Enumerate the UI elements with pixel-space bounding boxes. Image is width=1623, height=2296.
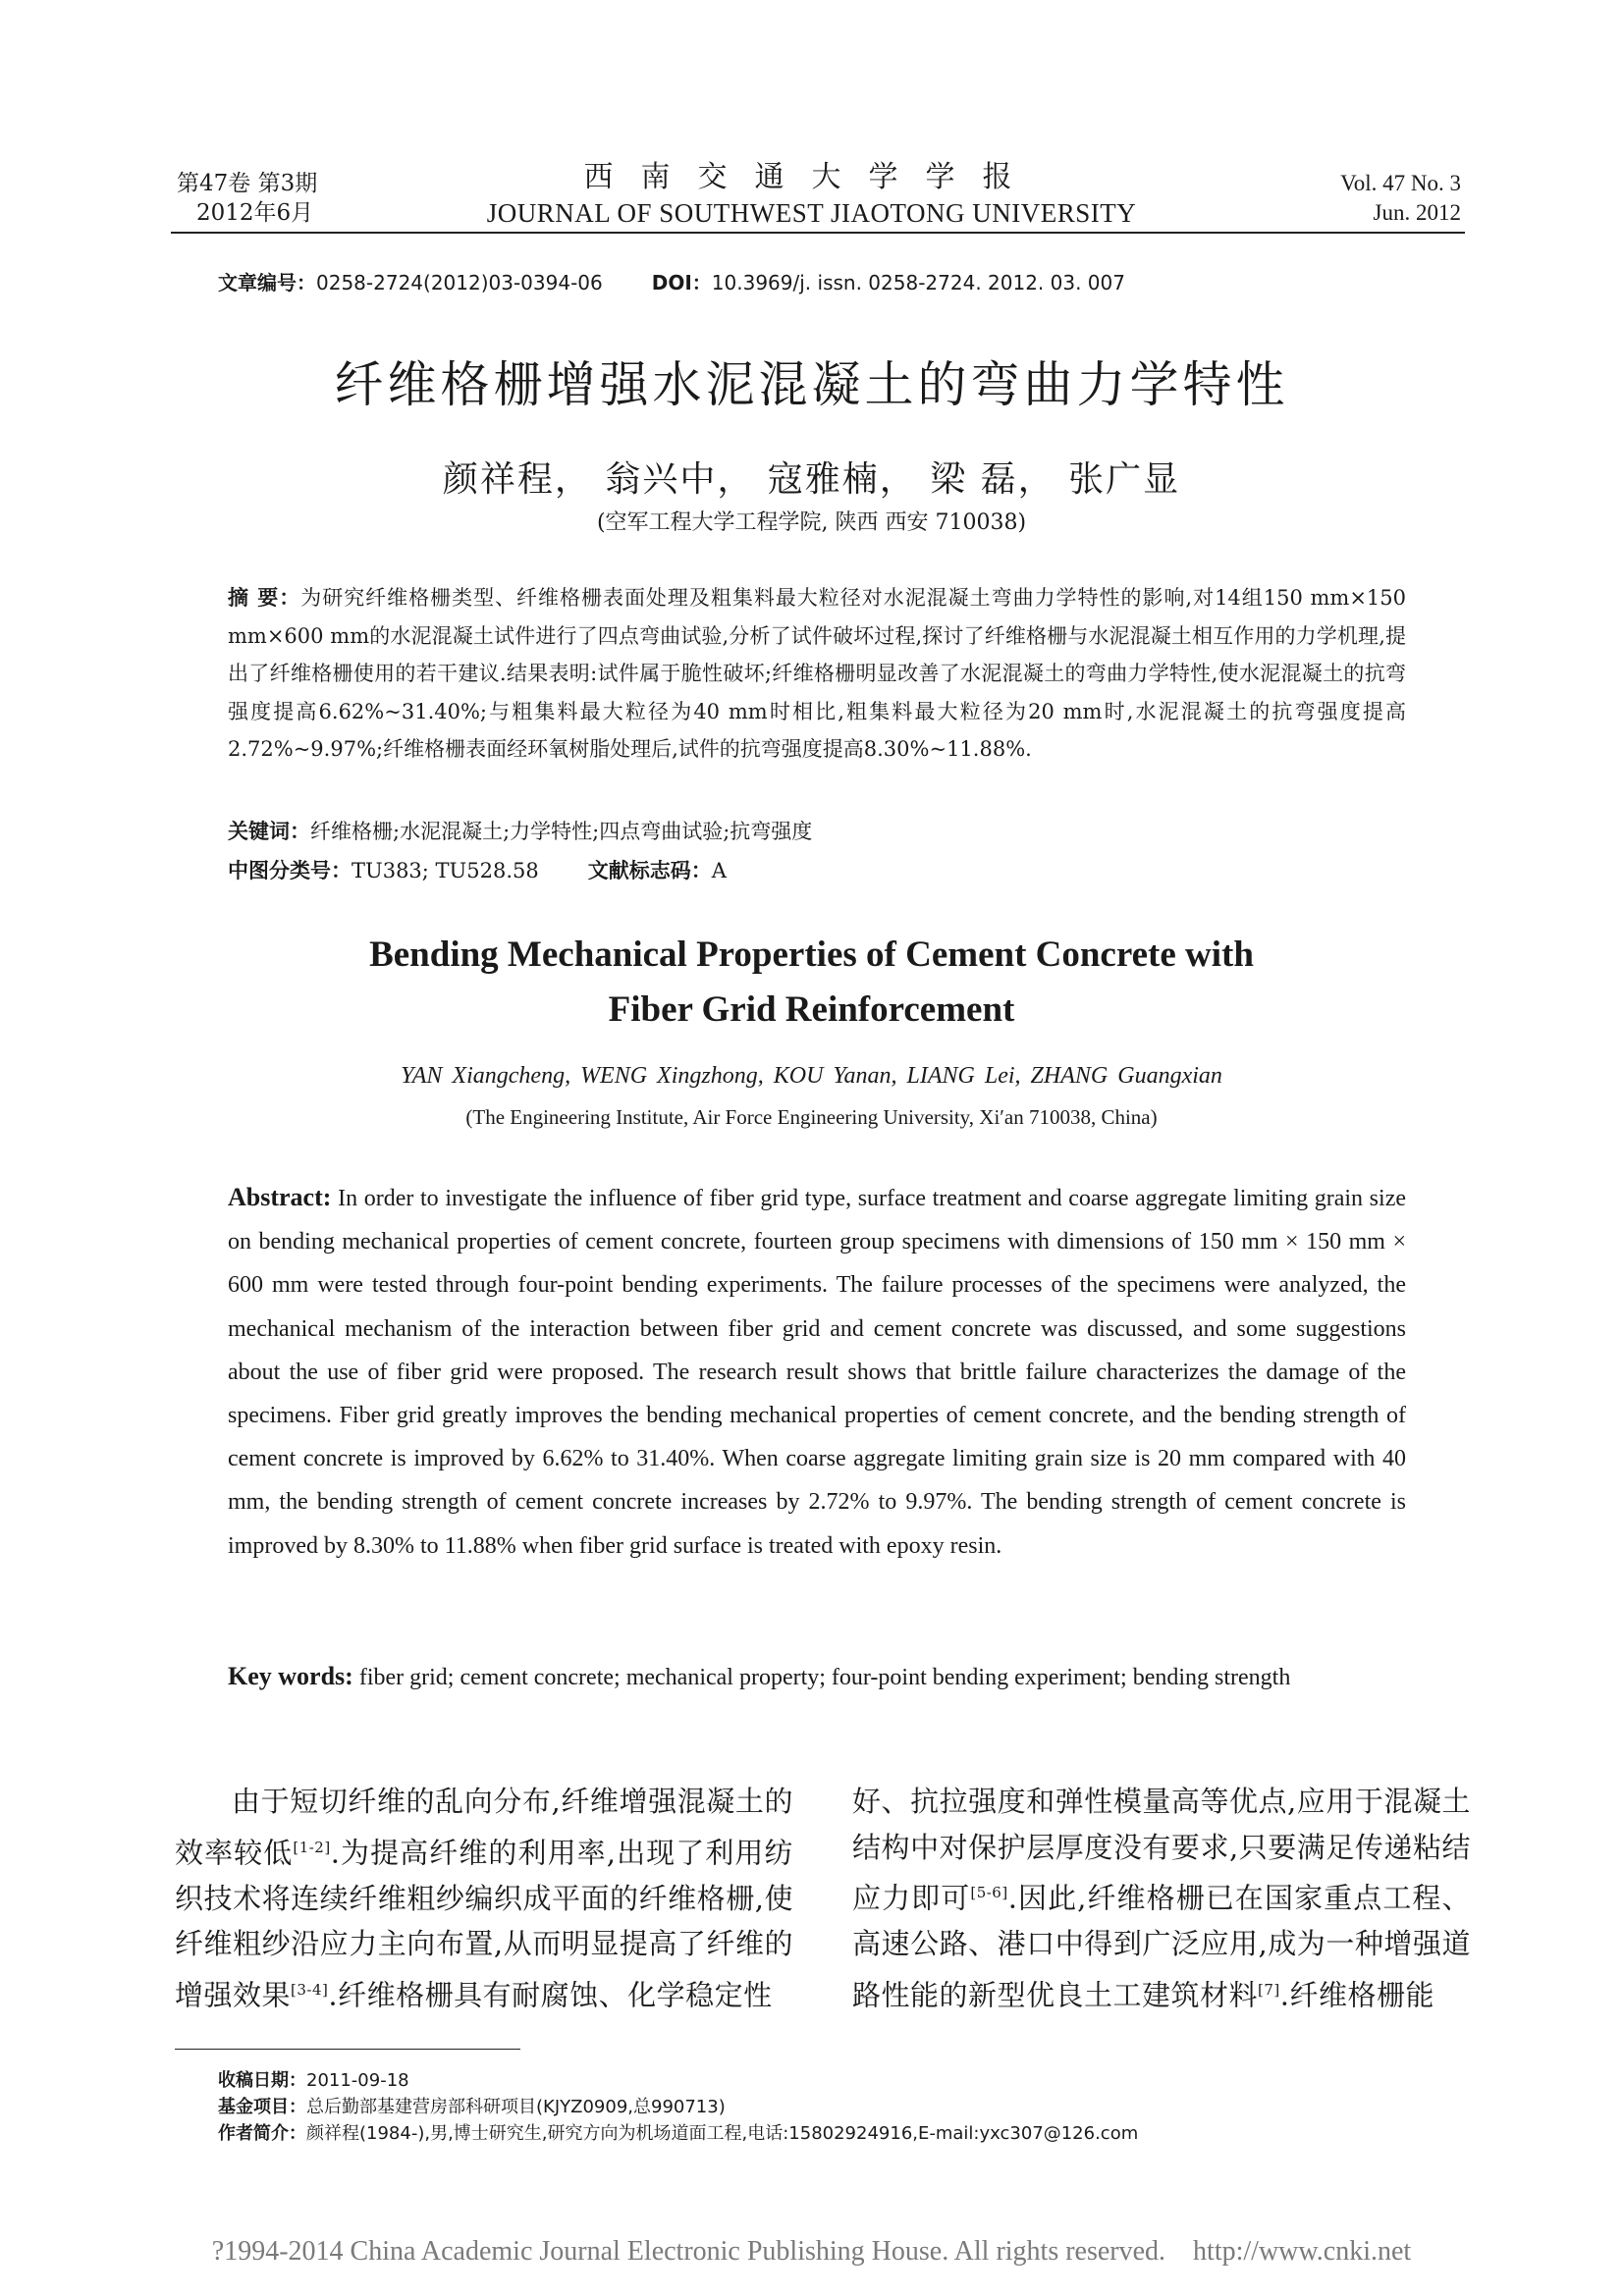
- received-label: 收稿日期：: [218, 2070, 306, 2091]
- authors-en: YAN Xiangcheng, WENG Xingzhong, KOU Yanan, LIANG Lei, ZHANG Guangxian: [401, 1063, 1222, 1089]
- body-right-text-3: .纤维格栅能: [1279, 1978, 1434, 2012]
- header-issue-block: [1340, 169, 1461, 228]
- body-column-right: [852, 1779, 1471, 2018]
- body-left-text-1: 由于短切纤维的乱向分布,纤维增强混凝土的效率较低: [175, 1785, 793, 1870]
- citation-ref: [3-4]: [291, 1980, 329, 1999]
- paper-title-en: [0, 928, 1623, 1038]
- citation-ref: [1-2]: [293, 1838, 331, 1856]
- author-bio-value: 颜祥程(1984-),男,博士研究生,研究方向为机场道面工程,电话:15802924916,E-mail:yxc307@126.com: [306, 2123, 1139, 2144]
- footnote-received: [218, 2067, 1426, 2094]
- keywords-cn-label: 关键词：: [228, 820, 310, 843]
- footnote-fund: [218, 2094, 1426, 2120]
- document-code-label: 文献标志码：: [587, 859, 712, 882]
- keywords-en: [228, 1655, 1406, 1699]
- citation-ref: [5-6]: [970, 1884, 1008, 1901]
- article-number-label: 文章编号：: [218, 271, 316, 294]
- journal-name-cn: 西南交通大学学报: [583, 160, 1040, 194]
- copyright-line: ?1994-2014 China Academic Journal Electronic Publishing House. All rights reserved. http://www.cnki.net: [211, 2236, 1412, 2267]
- header-volume-block: [177, 169, 403, 228]
- received-date: 2011-09-18: [306, 2070, 409, 2091]
- footnote-author: [218, 2120, 1426, 2147]
- article-number: 0258-2724(2012)03-0394-06: [316, 271, 603, 294]
- body-right-text-2: .因此,纤维格栅已在国家重点工程、高速公路、港口中得到广泛应用,成为一种增强道路性能的新型优良土工建筑材料: [852, 1881, 1471, 2012]
- classification-value: TU383; TU528.58: [352, 859, 539, 882]
- authors-cn: 颜祥程， 翁兴中， 寇雅楠， 梁 磊， 张广显: [442, 459, 1181, 500]
- doi-value: 10.3969/j. issn. 0258-2724. 2012. 03. 007: [711, 271, 1125, 294]
- body-right-text-1: 好、抗拉强度和弹性模量高等优点,应用于混凝土结构中对保护层厚度没有要求,只要满足传递粘结应力即可: [852, 1785, 1471, 1915]
- keywords-cn: [228, 813, 1406, 850]
- abstract-en: [228, 1176, 1406, 1568]
- keywords-en-label: Key words:: [228, 1662, 353, 1690]
- article-id-line: [218, 267, 1125, 295]
- abstract-en-label: Abstract:: [228, 1183, 332, 1211]
- paper-title-cn: 纤维格栅增强水泥混凝土的弯曲力学特性: [334, 356, 1289, 413]
- abstract-en-text: In order to investigate the influence of fiber grid type, surface treatment and coarse aggregate limiting grain size on bending mechanical properties of cement concrete, fourteen group specimens with dimensions of 150 mm × 150 mm × 600 mm were tested through four-point bending experiments. The failure processes of the specimens were analyzed, the mechanical mechanism of the interaction between fiber grid and cement concrete was discussed, and some suggestions about the use of fiber grid were proposed. The research result shows that brittle failure characterizes the damage of the specimens. Fiber grid greatly improves the bending mechanical properties of cement concrete, and the bending strength of cement concrete is improved by 6.62% to 31.40%. When coarse aggregate limiting grain size is 20 mm compared with 40 mm, the bending strength of cement concrete increases by 2.72% to 9.97%. The bending strength of cement concrete is improved by 8.30% to 11.88% when fiber grid surface is treated with epoxy resin.: [228, 1186, 1406, 1559]
- affiliation-en: (The Engineering Institute, Air Force Engineering University, Xi′an 710038, China): [465, 1105, 1158, 1129]
- citation-ref: [7]: [1258, 1980, 1280, 1999]
- volume-en: Vol. 47 No. 3: [1340, 171, 1461, 195]
- affiliation-cn: (空军工程大学工程学院, 陕西 西安 710038): [596, 510, 1027, 535]
- document-code-value: A: [711, 859, 727, 882]
- body-left-text-3: .纤维格栅具有耐腐蚀、化学稳定性: [328, 1978, 773, 2012]
- keywords-en-text: fiber grid; cement concrete; mechanical property; four-point bending experiment; bending strength: [358, 1665, 1291, 1690]
- journal-name-en: JOURNAL OF SOUTHWEST JIAOTONG UNIVERSITY: [486, 198, 1137, 228]
- volume-cn: 第47卷 第3期: [177, 171, 318, 196]
- footnote-divider: [175, 2049, 520, 2050]
- paper-title-en-line1: Bending Mechanical Properties of Cement Concrete with: [369, 934, 1254, 975]
- date-cn: 2012年6月: [196, 200, 314, 226]
- fund-value: 总后勤部基建营房部科研项目(KJYZ0909,总990713): [306, 2097, 726, 2117]
- abstract-cn: [228, 579, 1406, 769]
- paper-title-en-line2: Fiber Grid Reinforcement: [608, 989, 1015, 1030]
- fund-label: 基金项目：: [218, 2097, 306, 2117]
- author-bio-label: 作者简介：: [218, 2123, 306, 2144]
- journal-name-block: [452, 159, 1171, 230]
- keywords-cn-text: 纤维格栅;水泥混凝土;力学特性;四点弯曲试验;抗弯强度: [310, 820, 813, 843]
- footnotes: [218, 2067, 1426, 2147]
- doi-label: DOI：: [651, 271, 712, 294]
- abstract-cn-text: 为研究纤维格栅类型、纤维格栅表面处理及粗集料最大粒径对水泥混凝土弯曲力学特性的影响,对14组150 mm×150 mm×600 mm的水泥混凝土试件进行了四点弯曲试验,分析了试件破坏过程,探讨了纤维格栅与水泥混凝土相互作用的力学机理,提出了纤维格栅使用的若干建议.结果表明:试件属于脆性破坏;纤维格栅明显改善了水泥混凝土的弯曲力学特性,使水泥混凝土的抗弯强度提高6.62%~31.40%;与粗集料最大粒径为40 mm时相比,粗集料最大粒径为20 mm时,水泥混凝土的抗弯强度提高2.72%~9.97%;纤维格栅表面经环氧树脂处理后,试件的抗弯强度提高8.30%~11.88%.: [228, 586, 1406, 761]
- date-en: Jun. 2012: [1373, 200, 1461, 225]
- body-left-text-2: .为提高纤维的利用率,出现了利用纺织技术将连续纤维粗纱编织成平面的纤维格栅,使纤维粗纱沿应力主向布置,从而明显提高了纤维的增强效果: [175, 1836, 793, 2012]
- header-divider: [171, 232, 1465, 234]
- abstract-cn-label: 摘 要：: [228, 586, 301, 610]
- classification-label: 中图分类号：: [228, 859, 352, 882]
- classification-cn: [228, 852, 1406, 889]
- body-column-left: [175, 1779, 793, 2018]
